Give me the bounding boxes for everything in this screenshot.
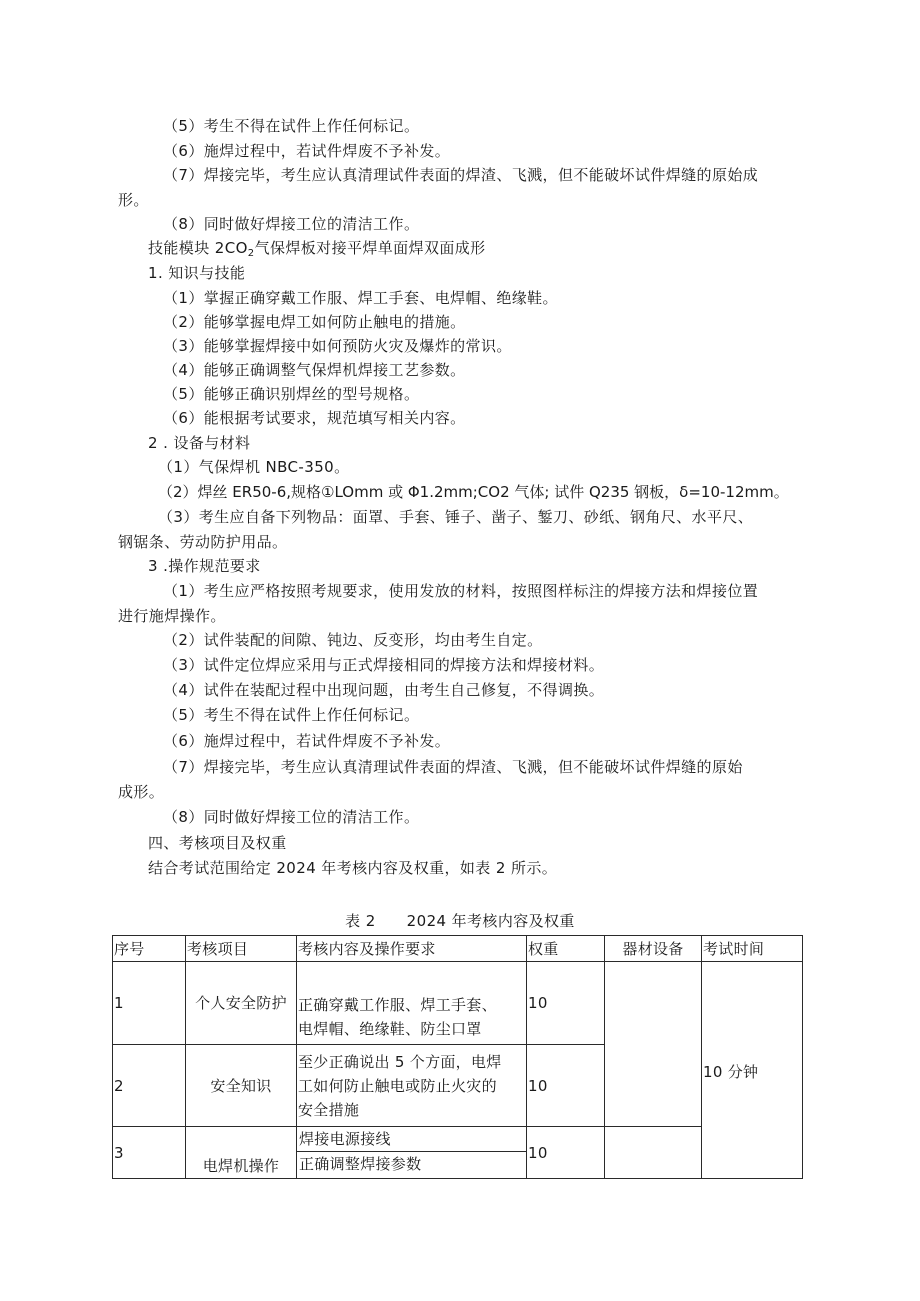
row-weight: 10 (527, 962, 605, 1045)
text-line: 进行施焊操作。 (118, 607, 226, 625)
row-content (297, 1045, 527, 1127)
header-cell: 权重 (527, 936, 605, 962)
content-line: 至少正确说出 5 个方面，电焊 (298, 1052, 502, 1071)
text-line: （3）能够掌握焊接中如何预防火灾及爆炸的常识。 (163, 337, 512, 355)
row-number: 2 (113, 1045, 186, 1127)
text-line: （5）考生不得在试件上作任何标记。 (163, 117, 420, 135)
intro-paragraph: 结合考试范围给定 2024 年考核内容及权重，如表 2 所示。 (148, 859, 558, 877)
table-caption: 表 2 2024 年考核内容及权重 (345, 912, 575, 930)
text-line: （2）焊丝 ER50-6,规格①LOmm 或 Φ1.2mm;CO2 气体; 试件 Q235 钢板，δ=10-12mm。 (158, 483, 789, 501)
header-cell: 器材设备 (605, 936, 702, 962)
equipment-cell (605, 1127, 702, 1179)
content-line: 正确调整焊接参数 (297, 1151, 526, 1176)
header-cell: 考核内容及操作要求 (297, 936, 527, 962)
text-line: （5）能够正确识别焊丝的型号规格。 (163, 385, 420, 403)
row-weight: 10 (527, 1127, 605, 1179)
text-line: （7）焊接完毕，考生应认真清理试件表面的焊渣、飞溅，但不能破坏试件焊缝的原始 (163, 758, 743, 776)
section-heading: 3 .操作规范要求 (148, 557, 261, 575)
content-line: 焊接电源接线 (299, 1130, 391, 1148)
text-line: 形。 (118, 191, 149, 209)
row-content (297, 962, 527, 1045)
text-line: （8）同时做好焊接工位的清洁工作。 (163, 215, 420, 233)
text-line: 钢锯条、劳动防护用品。 (118, 533, 288, 551)
exam-time-cell: 10 分钟 (702, 962, 803, 1179)
equipment-cell (605, 962, 702, 1127)
text-line: 成形。 (118, 783, 165, 801)
text-line: （6）施焊过程中，若试件焊废不予补发。 (163, 732, 451, 750)
text-line: （8）同时做好焊接工位的清洁工作。 (163, 808, 420, 826)
module-title-prefix: 技能模块 2CO (148, 239, 248, 257)
module-title-suffix: 气保焊板对接平焊单面焊双面成形 (254, 239, 486, 257)
text-line: （1）气保焊机 NBC-350。 (158, 458, 350, 476)
text-line: （4）试件在装配过程中出现问题，由考生自己修复，不得调换。 (163, 681, 605, 699)
row-item: 个人安全防护 (186, 962, 297, 1045)
header-cell: 考试时间 (702, 936, 803, 962)
row-number: 3 (113, 1127, 186, 1179)
header-cell: 序号 (113, 936, 186, 962)
table-row (113, 1127, 803, 1179)
text-line: （1）掌握正确穿戴工作服、焊工手套、电焊帽、绝缘鞋。 (163, 289, 558, 307)
text-line: （7）焊接完毕，考生应认真清理试件表面的焊渣、飞溅，但不能破坏试件焊缝的原始成 (163, 166, 759, 184)
text-line: （4）能够正确调整气保焊机焊接工艺参数。 (163, 361, 466, 379)
module-title-subscript: 2 (247, 248, 255, 259)
module-title (148, 238, 486, 264)
row-item: 安全知识 (186, 1045, 297, 1127)
content-line: 安全措施 (298, 1100, 360, 1119)
row-number: 1 (113, 962, 186, 1045)
content-line: 正确穿戴工作服、焊工手套、 (298, 996, 497, 1014)
assessment-table (112, 935, 803, 1179)
text-line: （3）试件定位焊应采用与正式焊接相同的焊接方法和焊接材料。 (163, 656, 605, 674)
text-line: （3）考生应自备下列物品：面罩、手套、锤子、凿子、錾刀、砂纸、钢角尺、水平尺、 (158, 508, 754, 526)
content-line: 电焊帽、绝缘鞋、防尘口罩 (298, 1020, 482, 1038)
section-heading: 四、考核项目及权重 (148, 834, 287, 852)
content-line: 工如何防止触电或防止火灾的 (298, 1076, 497, 1095)
row-weight: 10 (527, 1045, 605, 1127)
section-heading: 1. 知识与技能 (148, 264, 246, 282)
text-line: （1）考生应严格按照考规要求，使用发放的材料，按照图样标注的焊接方法和焊接位置 (163, 582, 759, 600)
row-content (297, 1127, 527, 1179)
text-line: （5）考生不得在试件上作任何标记。 (163, 706, 420, 724)
table-header-row (113, 936, 803, 962)
text-line: （6）能根据考试要求，规范填写相关内容。 (163, 409, 466, 427)
text-line: （2）能够掌握电焊工如何防止触电的措施。 (163, 313, 466, 331)
header-cell: 考核项目 (186, 936, 297, 962)
row-item: 电焊机操作 (186, 1127, 297, 1179)
text-line: （2）试件装配的间隙、钝边、反变形，均由考生自定。 (163, 631, 543, 649)
table-row (113, 962, 803, 1045)
section-heading: 2 . 设备与材料 (148, 434, 251, 452)
text-line: （6）施焊过程中，若试件焊废不予补发。 (163, 142, 451, 160)
